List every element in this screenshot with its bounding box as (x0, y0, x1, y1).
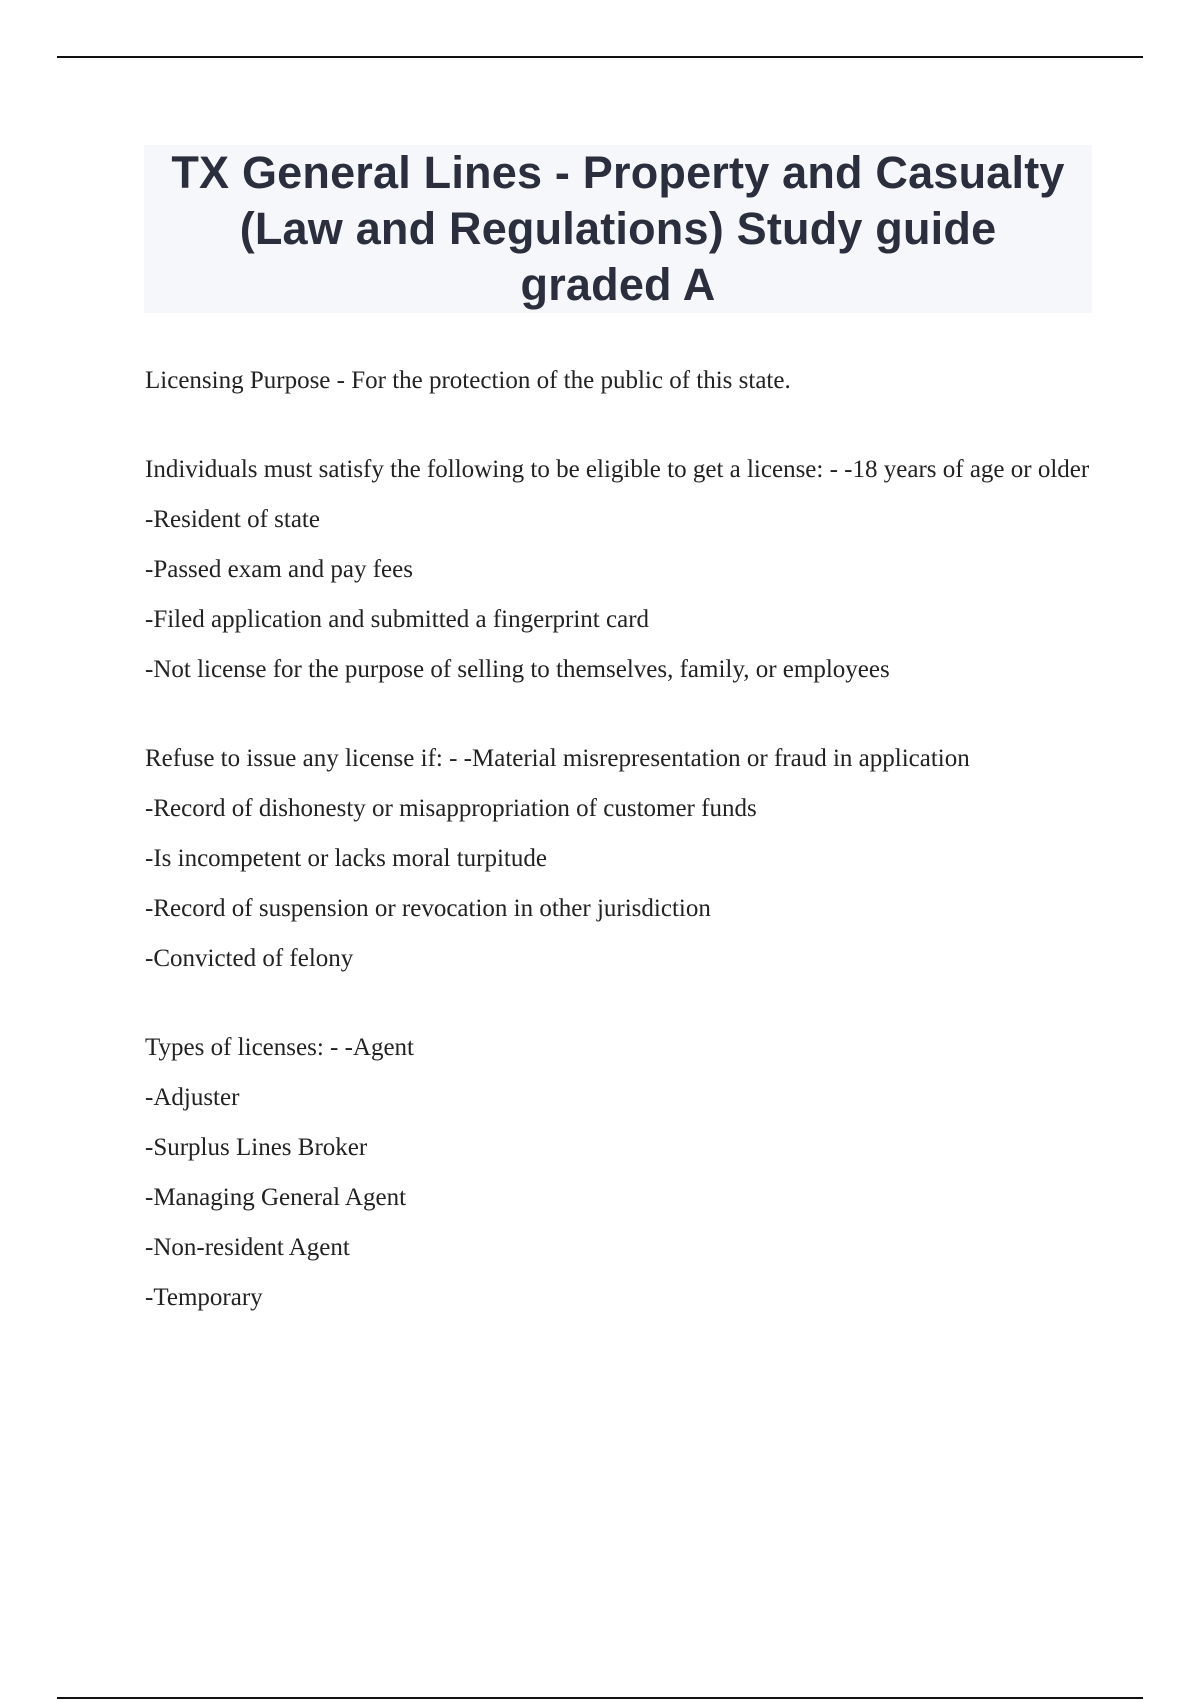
section-lead: Types of licenses: - -Agent (145, 1034, 415, 1061)
section-refuse-license (145, 740, 1095, 977)
section-text: Licensing Purpose - For the protection of the public of this state. (145, 367, 791, 394)
section-license-types (145, 1029, 1095, 1316)
list-item: -Is incompetent or lacks moral turpitude (145, 845, 547, 872)
list-item: -Record of suspension or revocation in other jurisdiction (145, 895, 711, 922)
list-item: -Non-resident Agent (145, 1234, 350, 1261)
section-lead: Refuse to issue any license if: - -Material misrepresentation or fraud in application (145, 745, 970, 772)
document-body (145, 362, 1095, 1368)
list-item: -Managing General Agent (145, 1184, 407, 1211)
list-item: -Record of dishonesty or misappropriation of customer funds (145, 795, 757, 822)
list-item: -Surplus Lines Broker (145, 1134, 368, 1161)
section-eligibility (145, 451, 1095, 688)
document-title: TX General Lines - Property and Casualty (Law and Regulations) Study guide graded A (171, 147, 1065, 310)
list-item: -Passed exam and pay fees (145, 556, 413, 583)
list-item: -Convicted of felony (145, 945, 354, 972)
list-item: -Adjuster (145, 1084, 240, 1111)
list-item: -Resident of state (145, 506, 320, 533)
title-banner (144, 145, 1092, 313)
bottom-divider (57, 1697, 1143, 1699)
list-item: -Temporary (145, 1284, 263, 1311)
section-licensing-purpose (145, 362, 1095, 399)
top-divider (57, 56, 1143, 58)
list-item: -Not license for the purpose of selling to themselves, family, or employees (145, 656, 890, 683)
section-lead: Individuals must satisfy the following to be eligible to get a license: - -18 years of age or older (145, 456, 1090, 483)
list-item: -Filed application and submitted a fingerprint card (145, 606, 650, 633)
